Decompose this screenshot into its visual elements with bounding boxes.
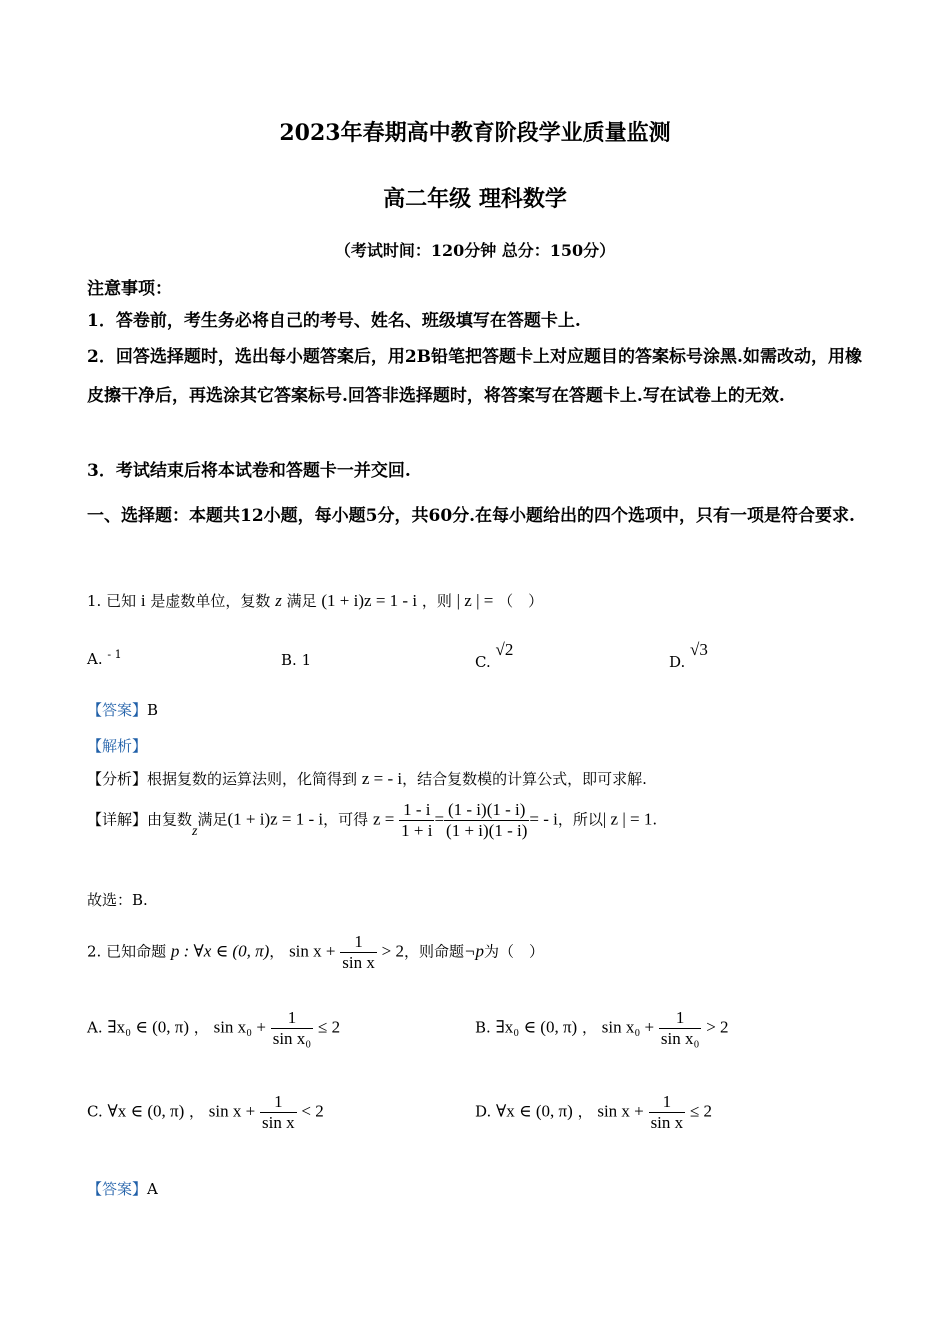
q1-answer-tag: 【答案】 <box>87 701 148 719</box>
q1-answer <box>87 699 158 720</box>
q2-option-d-num: 1 <box>662 1092 672 1111</box>
q1-option-c-value: √2 <box>495 640 514 659</box>
notice-item-1: 1．答卷前，考生务必将自己的考号、姓名、班级填写在答题卡上. <box>87 311 581 331</box>
q1-fenxi-tag: 【分析】 <box>87 770 148 788</box>
q1-option-a-value: - 1 <box>107 648 122 661</box>
q2-option-d-fraction <box>649 1092 686 1133</box>
q1-detail-text-3: ，可得 <box>323 810 369 829</box>
q2-option-c-label: C. <box>87 1102 103 1121</box>
section-heading: 一、选择题：本题共12小题，每小题5分，共60分.在每小题给出的四个选项中，只有一项是符合要求. <box>87 506 855 526</box>
q1-detail-text-4: ，所以 <box>557 810 603 829</box>
q1-detail-result: = - i <box>529 809 558 829</box>
q1-i: i <box>140 591 146 610</box>
q2-option-d: D. ∀x ∈ (0, π) ， sin x + $\frac{1}{\text{sin x}}$ ≤ 2 <box>475 1092 713 1132</box>
q1-option-b <box>281 651 311 669</box>
q2-answer-value: A <box>147 1180 158 1198</box>
q2-option-a-fraction <box>271 1008 314 1049</box>
q2-option-b-quant: ∃x₀ ∈ (0, π) <box>495 1017 578 1037</box>
q1-answer-value: B <box>147 701 159 719</box>
q2-option-a-label: A. <box>87 1018 103 1037</box>
exam-info: （考试时间：120分钟 总分：150分） <box>334 241 616 260</box>
q1-detail-equals: = <box>434 809 445 829</box>
q2-proposition: p : ∀x ∈ (0, π) <box>170 941 270 961</box>
q1-option-a-label: A. <box>87 650 103 668</box>
q1-detail-fraction-1-denominator: 1 + i <box>401 821 433 840</box>
q1-fenxi-text-2: ，结合复数模的计算公式，即可求解. <box>402 770 647 788</box>
q2-option-c-quant: ∀x ∈ (0, π) <box>107 1101 185 1121</box>
q2-comma: ， <box>269 942 285 961</box>
q1-analysis-tag: 【解析】 <box>87 737 148 755</box>
q1-detail-fraction-2-numerator: (1 - i)(1 - i) <box>447 800 526 819</box>
q1-option-b-value: 1 <box>301 651 312 669</box>
q2-option-b-label: B. <box>475 1018 491 1037</box>
q2-option-a-num: 1 <box>287 1008 297 1027</box>
q1-z: z <box>275 591 282 610</box>
q1-abs: | z | = <box>456 591 494 610</box>
q1-detail-text-2: 满足 <box>197 810 228 829</box>
q2-option-c-rel: < 2 <box>301 1101 324 1121</box>
q2-option-b-den: sin x₀ <box>660 1029 700 1048</box>
q2-option-a: A. ∃x₀ ∈ (0, π) ， sin x₀ + $\frac{1}{\text{sin x₀}}$ ≤ 2 <box>87 1008 341 1048</box>
q2-option-a-den: sin x₀ <box>272 1029 312 1048</box>
q2-option-b-num: 1 <box>675 1008 685 1027</box>
q1-conclusion: 故选：B. <box>87 891 148 909</box>
q2-option-c-lhs: sin x + <box>208 1101 256 1121</box>
q2-option-d-label: D. <box>475 1102 492 1121</box>
q2-fraction-denominator: sin x <box>342 953 375 972</box>
q2-option-d-quant: ∀x ∈ (0, π) <box>496 1101 573 1121</box>
q2-option-a-lhs: sin x₀ + <box>213 1017 266 1037</box>
page-title: 2023年春期高中教育阶段学业质量监测 <box>279 120 671 146</box>
q1-text-1: 是虚数单位，复数 <box>150 592 271 610</box>
q1-option-c <box>475 640 514 671</box>
page-subtitle: 高二年级 理科数学 <box>383 186 567 212</box>
q1-option-a <box>87 648 122 668</box>
q2-option-d-lhs: sin x + <box>597 1101 644 1121</box>
q1-detail-fraction-2 <box>444 800 529 841</box>
q1-fenxi-equation: z = - i <box>361 769 403 788</box>
q1-option-d-label: D. <box>669 653 686 671</box>
q1-option-c-label: C. <box>475 653 491 671</box>
question-2 <box>87 932 544 973</box>
q2-option-d-den: sin x <box>650 1113 684 1132</box>
q1-detail-z-eq: z = <box>372 809 395 829</box>
q1-detail-fraction-1-numerator: 1 - i <box>403 800 431 819</box>
q2-rhs: > 2 <box>381 941 404 961</box>
q1-detail-fraction-2-denominator: (1 + i)(1 - i) <box>446 821 528 840</box>
question-1 <box>87 590 543 611</box>
q2-option-c-den: sin x <box>262 1113 295 1132</box>
q1-detail-end: . <box>652 810 658 829</box>
q2-option-d-rel: ≤ 2 <box>689 1101 713 1121</box>
q2-text-2: 为（ ） <box>484 942 545 961</box>
q2-option-a-rel: ≤ 2 <box>318 1017 341 1037</box>
q1-option-d-value: √3 <box>690 640 708 659</box>
q1-detail-fraction-1 <box>399 800 434 841</box>
q1-detail-abs: | z | = 1 <box>602 809 653 829</box>
q1-fenxi <box>87 768 647 789</box>
q2-text-1: ，则命题 <box>404 942 465 961</box>
q1-text-3: ，则 <box>421 592 452 610</box>
q2-lhs: sin x + <box>289 941 336 961</box>
q2-option-c: C. ∀x ∈ (0, π) ， sin x + $\frac{1}{\text{sin x}}$ < 2 <box>87 1092 324 1132</box>
q1-paren: （ ） <box>498 592 544 610</box>
q1-number: 1. 已知 <box>87 592 137 610</box>
q1-detail-text-1: 由复数 <box>147 810 193 829</box>
q1-option-b-label: B. <box>281 651 297 669</box>
q2-not-p: ¬p <box>464 941 484 961</box>
q2-option-c-fraction <box>260 1092 297 1133</box>
q1-detail-equation: (1 + i)z = 1 - i <box>227 809 324 829</box>
q2-option-a-quant: ∃x₀ ∈ (0, π) <box>107 1017 190 1037</box>
q1-option-d <box>669 640 708 671</box>
q2-option-c-num: 1 <box>274 1092 283 1111</box>
q2-answer-tag: 【答案】 <box>87 1180 148 1198</box>
q2-option-b: B. ∃x₀ ∈ (0, π) ， sin x₀ + $\frac{1}{\text{sin x₀}}$ > 2 <box>475 1008 729 1048</box>
q2-option-b-fraction <box>659 1008 702 1049</box>
q1-detail <box>87 800 657 841</box>
q2-option-b-rel: > 2 <box>706 1017 729 1037</box>
notice-item-2: 2．回答选择题时，选出每小题答案后，用2B铅笔把答题卡上对应题目的答案标号涂黑.如需改动，用橡皮擦干净后，再选涂其它答案标号.回答非选择题时，将答案写在答题卡上.写在试卷上的无效. <box>87 347 862 406</box>
q1-detail-z: z <box>192 823 198 839</box>
q2-fraction <box>340 932 377 973</box>
q1-equation: (1 + i)z = 1 - i <box>321 591 418 610</box>
notice-heading: 注意事项： <box>87 279 172 299</box>
notice-item-3: 3．考试结束后将本试卷和答题卡一并交回. <box>87 461 411 481</box>
q1-fenxi-text-1: 根据复数的运算法则，化简得到 <box>147 770 358 788</box>
q2-option-b-lhs: sin x₀ + <box>601 1017 655 1037</box>
q2-fraction-numerator: 1 <box>354 932 363 951</box>
q2-answer <box>87 1178 158 1199</box>
q1-detail-tag: 【详解】 <box>87 810 148 829</box>
q2-number: 2. 已知命题 <box>87 942 167 961</box>
q1-text-2: 满足 <box>286 592 317 610</box>
